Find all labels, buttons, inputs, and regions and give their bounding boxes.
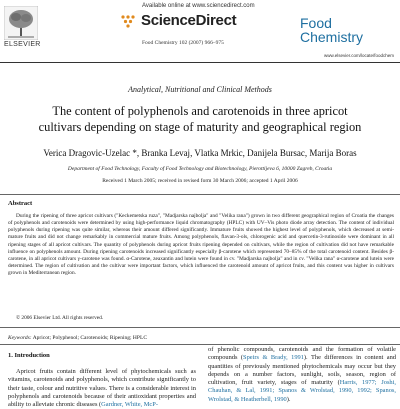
citation-link[interactable]: Speirs & Brady, 1991	[243, 354, 304, 362]
author-affiliation: Department of Food Technology, Faculty of Food Technology and Biotechnology, Pierottijeva 6, 10000 Zagreb, Croatia	[67, 166, 333, 172]
abstract-bottom-divider	[0, 327, 400, 328]
abstract-heading: Abstract	[8, 200, 33, 207]
journal-title-line1: Food	[300, 15, 332, 31]
abstract-body: During the ripening of three apricot cultivars ("Keckemetska ruza", "Madjarska najbolja" and "Velika rana") grown in two different geographical region of Croatia the changes of polyphenols and carotenoids were determined by using high-performance liquid chromatography (HPLC) with UV–Vis photo diode array detection. The content of individual polyphenols during ripening was quite similar, whereas their amount differed significantly. Immature fruits showed the highest level of polyphenols, which decreased at semi-mature fruits and did not change remarkably in commercial mature fruits. Among polyphenols, flavan-3-ols, chlorogenic acid and quercetin-3-rutinoside were dominant in all ripening stages of all apricot cultivars. The quantity of polyphenols during apricot fruits ripening depended on cultivars, while the region of cultivation did not have remarkable influence on polyphenols amount. During ripening carotenoids increased significantly especially β-carotene which represented 70–85% of the total carotenoid content. Besides β-carotene, in all apricot cultivars γ-carotene was found. α-Carotene, zeaxantin and lutein were found in cv. "Madjarska najbolja" and in cv. "Velika rana" α-carotene and lutein were determined. The region of cultivation and the cultivar were important factors, which influenced the carotenoid amount of apricot fruits, and this content was higher in cultivars grown in Mediterranean region.	[8, 213, 394, 277]
citation-link[interactable]: Harris, 1977; Joshi, Chauhan, & Lal, 1991; Spanos & Wrolstad, 1990, 1992; Spanos, Wrolstad, & Heatherbell, 1990	[208, 379, 396, 403]
available-online: Available online at www.sciencedirect.com	[142, 3, 255, 9]
keywords-line	[8, 335, 147, 341]
article-section: Analytical, Nutritional and Clinical Methods	[128, 85, 272, 94]
intro-left-text: Apricot fruits contain different level of phytochemicals such as vitamins, carotenoids and polyphenols, which contribute significantly to their taste, colour and nutritive values. There is a considerable interest in polyphenols and carotenoids because of their antioxidant properties and ability to alleviate chronic diseases (	[8, 368, 196, 409]
sciencedirect-wordmark: ScienceDirect	[141, 12, 237, 29]
elsevier-tree-logo	[4, 6, 38, 40]
publisher-name: ELSEVIER	[4, 41, 41, 48]
article-authors: Verica Dragovic-Uzelac *, Branka Levaj, Vlatka Mrkic, Danijela Bursac, Marija Boras	[43, 148, 357, 158]
journal-reference: Food Chemistry 102 (2007) 966–975	[142, 40, 224, 46]
copyright-notice: © 2006 Elsevier Ltd. All rights reserved.	[16, 315, 104, 321]
intro-right-text-b: ). The differences in content and quantities of previously mentioned phytochemicals may occur but they depends on a number factors, sunlight, soils, season, region of cultivation, fruit variety, stages of maturity (	[208, 354, 396, 387]
header-divider	[0, 62, 400, 63]
sciencedirect-dots-icon	[120, 14, 138, 28]
citation-link[interactable]: Gardner, White, McP-	[101, 401, 158, 409]
sciencedirect-logo[interactable]	[120, 12, 236, 29]
keywords-text: Apricot; Polyphenol; Carotenoids; Ripening; HPLC	[31, 335, 147, 341]
article-title: The content of polyphenols and carotenoids in three apricot cultivars depending on stage of maturity and geographical region	[38, 104, 362, 134]
abstract-top-divider	[0, 194, 400, 195]
journal-title-line2: Chemistry	[300, 29, 364, 45]
received-dates: Received 1 March 2005; received in revised form 30 March 2006; accepted 1 April 2006	[102, 178, 298, 184]
keywords-divider	[0, 344, 400, 345]
introduction-heading: 1. Introduction	[8, 352, 50, 359]
journal-title	[300, 16, 380, 44]
introduction-right-column	[208, 346, 396, 404]
journal-url[interactable]: www.elsevier.com/locate/foodchem	[323, 53, 394, 58]
introduction-left-column	[8, 368, 196, 409]
keywords-label: Keywords:	[8, 335, 32, 341]
intro-right-text-c: ).	[286, 395, 291, 403]
intro-right-text-a: of phenolic compounds, carotenoids and the formation of volatile compounds (	[208, 346, 396, 362]
